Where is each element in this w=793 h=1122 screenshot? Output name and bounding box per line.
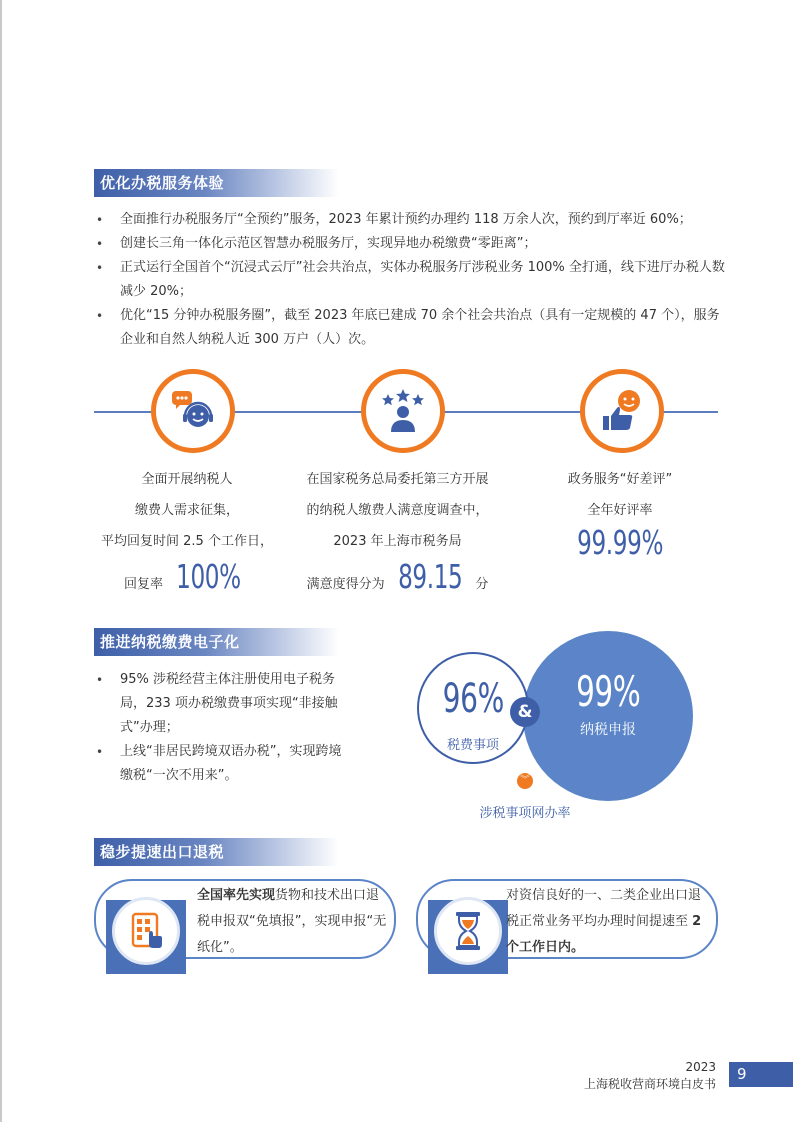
stat-text-line: 平均回复时间 2.5 个工作日， bbox=[101, 534, 273, 549]
card-icon-holder-1 bbox=[112, 897, 180, 965]
thumbs-up-smile-icon bbox=[599, 388, 645, 434]
stat-icon-ring-2 bbox=[361, 369, 445, 453]
tax-matters-label: 税费事项 bbox=[446, 738, 499, 753]
stat-text-line: 缴费人需求征集， bbox=[134, 503, 239, 518]
stat-text-line: 的纳税人缴费人满意度调查中， bbox=[306, 503, 489, 518]
star-rating-person-icon bbox=[380, 388, 426, 434]
electronic-bullet-list bbox=[120, 668, 350, 788]
list-item: • 正式运行全国首个“沉浸式云厅”社会共治点，实体办税服务厅涉税业务 100% 全打通，线下进厅办税人数减少 20%； bbox=[120, 256, 725, 304]
chevron-down-icon: ︾ bbox=[517, 773, 533, 789]
tablet-touch-icon bbox=[115, 900, 177, 962]
online-rate-tax-filing-circle bbox=[523, 631, 693, 801]
online-rate-caption: 涉税事项网办率 bbox=[479, 806, 571, 821]
list-item: • 全面推行办税服务厅“全预约”服务，2023 年累计预约办理约 118 万余人次，预约到厅率近 60%； bbox=[120, 208, 725, 232]
stat-text-line: 政务服务“好差评” bbox=[567, 472, 673, 487]
stat-suffix: 分 bbox=[475, 577, 489, 592]
tax-filing-rate-value: 99% bbox=[575, 667, 641, 716]
page-number: 9 bbox=[729, 1062, 793, 1087]
stat-icon-ring-3 bbox=[580, 369, 664, 453]
ampersand-badge: & bbox=[510, 697, 540, 727]
card-icon-holder-2 bbox=[434, 897, 502, 965]
stat-text-line: 在国家税务总局委托第三方开展 bbox=[306, 472, 489, 487]
page-edge-rule bbox=[0, 0, 2, 1122]
tax-filing-label: 纳税申报 bbox=[580, 722, 636, 738]
stat-value-reply-rate: 100% bbox=[176, 557, 241, 596]
section-title-export-refund: 稳步提速出口退税 bbox=[94, 838, 339, 866]
stat-prefix: 满意度得分为 bbox=[306, 577, 385, 592]
list-item: • 95% 涉税经营主体注册使用电子税务局，233 项办税缴费事项实现“非接触式”办理； bbox=[120, 668, 350, 740]
tax-matters-rate-value: 96% bbox=[442, 676, 504, 722]
card-body-1: 货物和技术出口退税申报双“免填报”，实现申报“无纸化”。 bbox=[197, 888, 387, 955]
stat-text-line: 全面开展纳税人 bbox=[141, 472, 233, 487]
hourglass-icon bbox=[437, 900, 499, 962]
footer-year: 2023 bbox=[685, 1060, 716, 1074]
card-body-2: 对资信良好的一、二类企业出口退税正常业务平均办理时间提速至 bbox=[506, 888, 702, 929]
stat-prefix: 回复率 bbox=[123, 577, 163, 592]
section-title-service: 优化办税服务体验 bbox=[94, 169, 339, 197]
service-bullet-list bbox=[120, 208, 725, 352]
stat-text-line: 2023 年上海市税务局 bbox=[333, 534, 462, 549]
list-item: • 上线“非居民跨境双语办税”，实现跨境缴税“一次不用来”。 bbox=[120, 740, 350, 788]
customer-service-headset-icon bbox=[170, 388, 216, 434]
card-bold-2: 2 个工作日内。 bbox=[506, 914, 702, 955]
stat-block-reply bbox=[82, 464, 292, 597]
footer-title: 上海税收营商环境白皮书 bbox=[583, 1077, 716, 1091]
stat-block-satisfaction bbox=[290, 464, 505, 597]
stat-value-satisfaction-score: 89.15 bbox=[397, 557, 463, 596]
card-bold-1: 全国率先实现 bbox=[197, 888, 276, 903]
stat-text-line: 全年好评率 bbox=[587, 503, 653, 518]
card-text-1 bbox=[197, 883, 387, 961]
stat-value-good-rating: 99.99% bbox=[577, 523, 663, 562]
card-text-2 bbox=[506, 883, 706, 961]
list-item: • 创建长三角一体化示范区智慧办税服务厅，实现异地办税缴费“零距离”； bbox=[120, 232, 725, 256]
list-item: • 优化“15 分钟办税服务圈”，截至 2023 年底已建成 70 余个社会共治点（具有一定规模的 47 个），服务企业和自然人纳税人近 300 万户（人）次。 bbox=[120, 304, 725, 352]
stat-block-good-rating bbox=[520, 464, 720, 566]
section-title-electronic: 推进纳税缴费电子化 bbox=[94, 628, 339, 656]
stat-icon-ring-1 bbox=[151, 369, 235, 453]
